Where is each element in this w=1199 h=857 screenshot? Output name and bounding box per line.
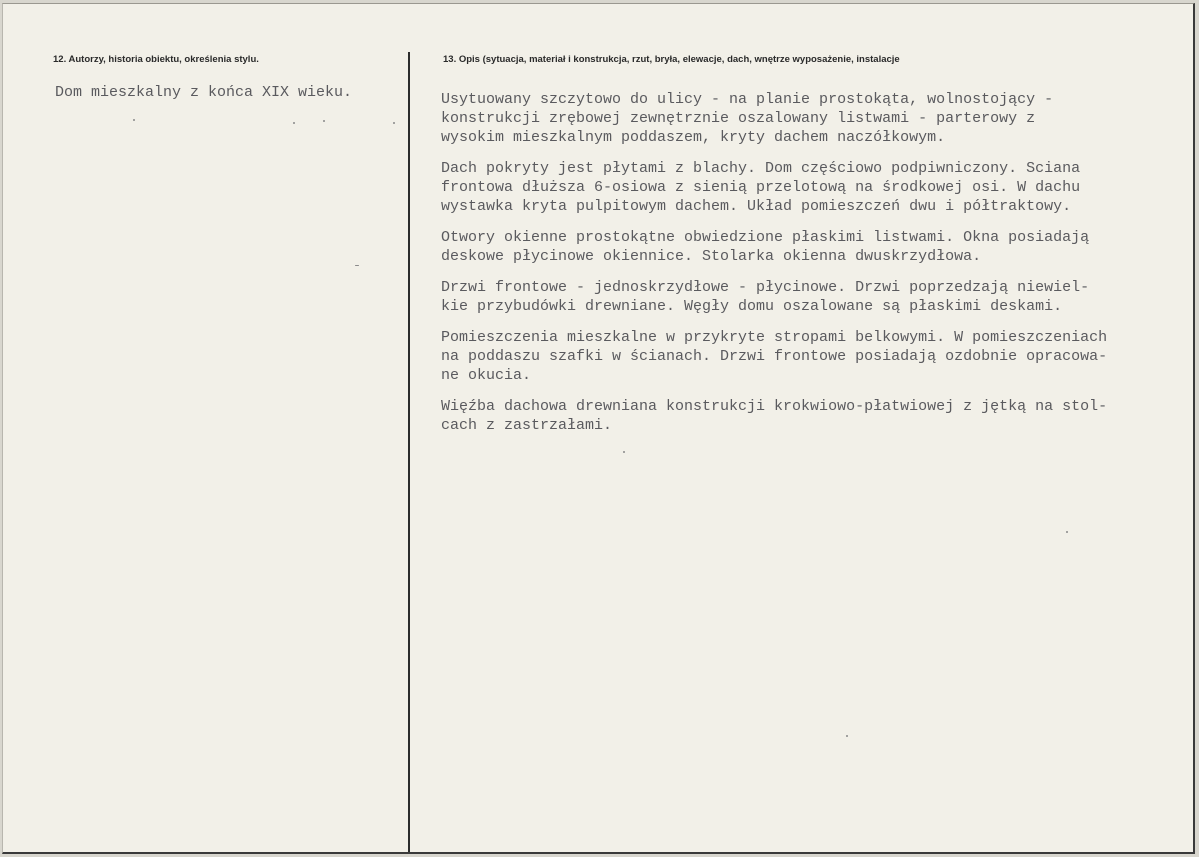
description-paragraph xyxy=(441,228,1186,266)
section-12-heading: 12. Autorzy, historia obiektu, określenia stylu. xyxy=(53,54,259,65)
description-line: cach z zastrzałami. xyxy=(441,417,613,434)
paper-speck xyxy=(623,451,625,453)
section-13-description xyxy=(441,90,1186,447)
description-line: ne okucia. xyxy=(441,367,532,384)
description-paragraph xyxy=(441,397,1186,435)
description-paragraph xyxy=(441,159,1186,216)
description-line: Otwory okienne prostokątne obwiedzione płaskimi listwami. Okna posiadają xyxy=(441,229,1090,246)
description-line: Pomieszczenia mieszkalne w przykryte stropami belkowymi. W pomieszczeniach xyxy=(441,329,1108,346)
paper-speck xyxy=(1066,531,1068,533)
paper-speck xyxy=(133,119,135,121)
description-line: Usytuowany szczytowo do ulicy - na planie prostokąta, wolnostojący - xyxy=(441,91,1054,108)
description-line: Dach pokryty jest płytami z blachy. Dom częściowo podpiwniczony. Sciana xyxy=(441,160,1081,177)
description-line: Drzwi frontowe - jednoskrzydłowe - płycinowe. Drzwi poprzedzają niewiel- xyxy=(441,279,1090,296)
description-line: wysokim mieszkalnym poddaszem, kryty dachem naczółkowym. xyxy=(441,129,946,146)
paper-speck xyxy=(323,120,325,122)
description-line: wystawka kryta pulpitowym dachem. Układ pomieszczeń dwu i półtraktowy. xyxy=(441,198,1072,215)
description-paragraph xyxy=(441,90,1186,147)
section-12-text: Dom mieszkalny z końca XIX wieku. xyxy=(55,84,353,101)
paper-speck xyxy=(846,735,848,737)
paper-speck xyxy=(293,122,295,124)
column-divider xyxy=(408,52,410,852)
document-sheet xyxy=(2,3,1195,854)
description-line: na poddaszu szafki w ścianach. Drzwi frontowe posiadają ozdobnie opracowa- xyxy=(441,348,1108,365)
description-paragraph xyxy=(441,328,1186,385)
paper-speck xyxy=(355,265,359,266)
description-line: kie przybudówki drewniane. Węgły domu oszalowane są płaskimi deskami. xyxy=(441,298,1063,315)
description-line: deskowe płycinowe okiennice. Stolarka okienna dwuskrzydłowa. xyxy=(441,248,982,265)
description-line: frontowa dłuższa 6-osiowa z sienią przelotową na środkowej osi. W dachu xyxy=(441,179,1081,196)
section-13-heading: 13. Opis (sytuacja, materiał i konstrukcja, rzut, bryła, elewacje, dach, wnętrze wyposażenie, instalacje xyxy=(443,54,900,65)
description-line: konstrukcji zrębowej zewnętrznie oszalowany listwami - parterowy z xyxy=(441,110,1036,127)
paper-speck xyxy=(393,122,395,124)
description-paragraph xyxy=(441,278,1186,316)
description-line: Więźba dachowa drewniana konstrukcji krokwiowo-płatwiowej z jętką na stol- xyxy=(441,398,1108,415)
